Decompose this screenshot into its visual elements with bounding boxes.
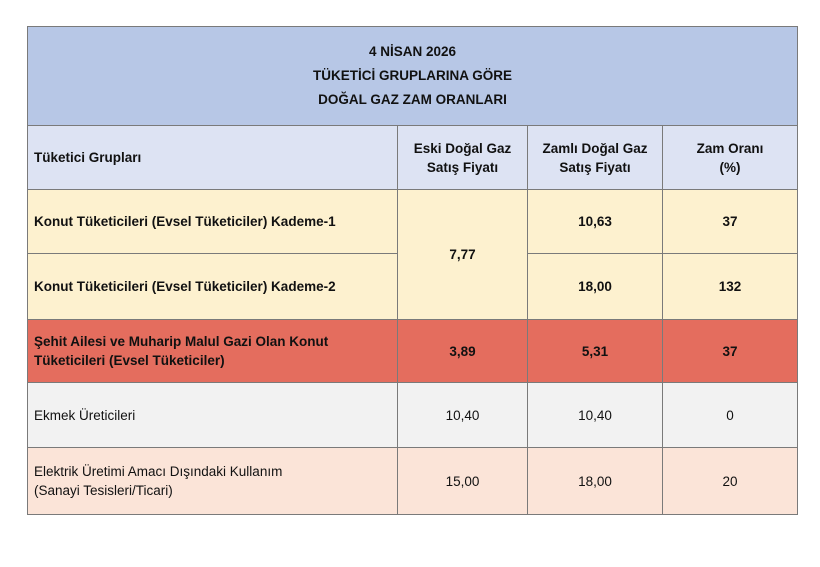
title-line-gas-rates: DOĞAL GAZ ZAM ORANLARI <box>318 92 507 107</box>
table-row-industry-commercial <box>28 448 798 515</box>
cell-rate: 0 <box>663 383 798 448</box>
header-rate <box>663 126 798 190</box>
cell-rate: 132 <box>663 254 798 320</box>
header-rate-line2: (%) <box>719 159 741 175</box>
table-row-bakery <box>28 383 798 448</box>
cell-group-line1: Şehit Ailesi ve Muharip Malul Gazi Olan Konut <box>34 334 329 349</box>
header-new-price <box>528 126 663 190</box>
title-row <box>28 27 798 126</box>
title-date: 4 NİSAN 2026 <box>368 44 457 59</box>
cell-group-line2: (Sanayi Tesisleri/Ticari) <box>34 483 173 498</box>
cell-group-line1: Elektrik Üretimi Amacı Dışındaki Kullanım <box>34 464 283 479</box>
header-new-price-line2: Satış Fiyatı <box>559 159 631 175</box>
cell-old-price: 15,00 <box>398 448 528 515</box>
header-old-price <box>398 126 528 190</box>
title-line-consumer-groups: TÜKETİCİ GRUPLARINA GÖRE <box>313 68 512 83</box>
header-old-price-line1: Eski Doğal Gaz <box>413 140 512 156</box>
cell-new-price: 18,00 <box>528 254 663 320</box>
cell-old-price-residential: 7,77 <box>398 190 528 320</box>
cell-group <box>28 320 398 383</box>
cell-group: Ekmek Üreticileri <box>28 383 398 448</box>
cell-group: Konut Tüketicileri (Evsel Tüketiciler) Kademe-1 <box>28 190 398 254</box>
cell-rate: 37 <box>663 320 798 383</box>
header-old-price-line2: Satış Fiyatı <box>426 159 499 175</box>
cell-new-price: 18,00 <box>528 448 663 515</box>
cell-rate: 20 <box>663 448 798 515</box>
header-row <box>28 126 798 190</box>
table-title <box>28 27 798 126</box>
cell-new-price: 10,40 <box>528 383 663 448</box>
cell-old-price: 10,40 <box>398 383 528 448</box>
cell-new-price: 5,31 <box>528 320 663 383</box>
table-row-martyr-family <box>28 320 798 383</box>
cell-new-price: 10,63 <box>528 190 663 254</box>
header-consumer-groups: Tüketici Grupları <box>28 126 398 190</box>
cell-rate: 37 <box>663 190 798 254</box>
cell-group: Konut Tüketicileri (Evsel Tüketiciler) Kademe-2 <box>28 254 398 320</box>
gas-price-table <box>27 26 798 515</box>
cell-old-price: 3,89 <box>398 320 528 383</box>
cell-group-line2: Tüketicileri (Evsel Tüketiciler) <box>34 353 225 368</box>
cell-group <box>28 448 398 515</box>
header-rate-line1: Zam Oranı <box>696 140 764 156</box>
table-row-residential-tier1 <box>28 190 798 254</box>
header-new-price-line1: Zamlı Doğal Gaz <box>542 140 648 156</box>
